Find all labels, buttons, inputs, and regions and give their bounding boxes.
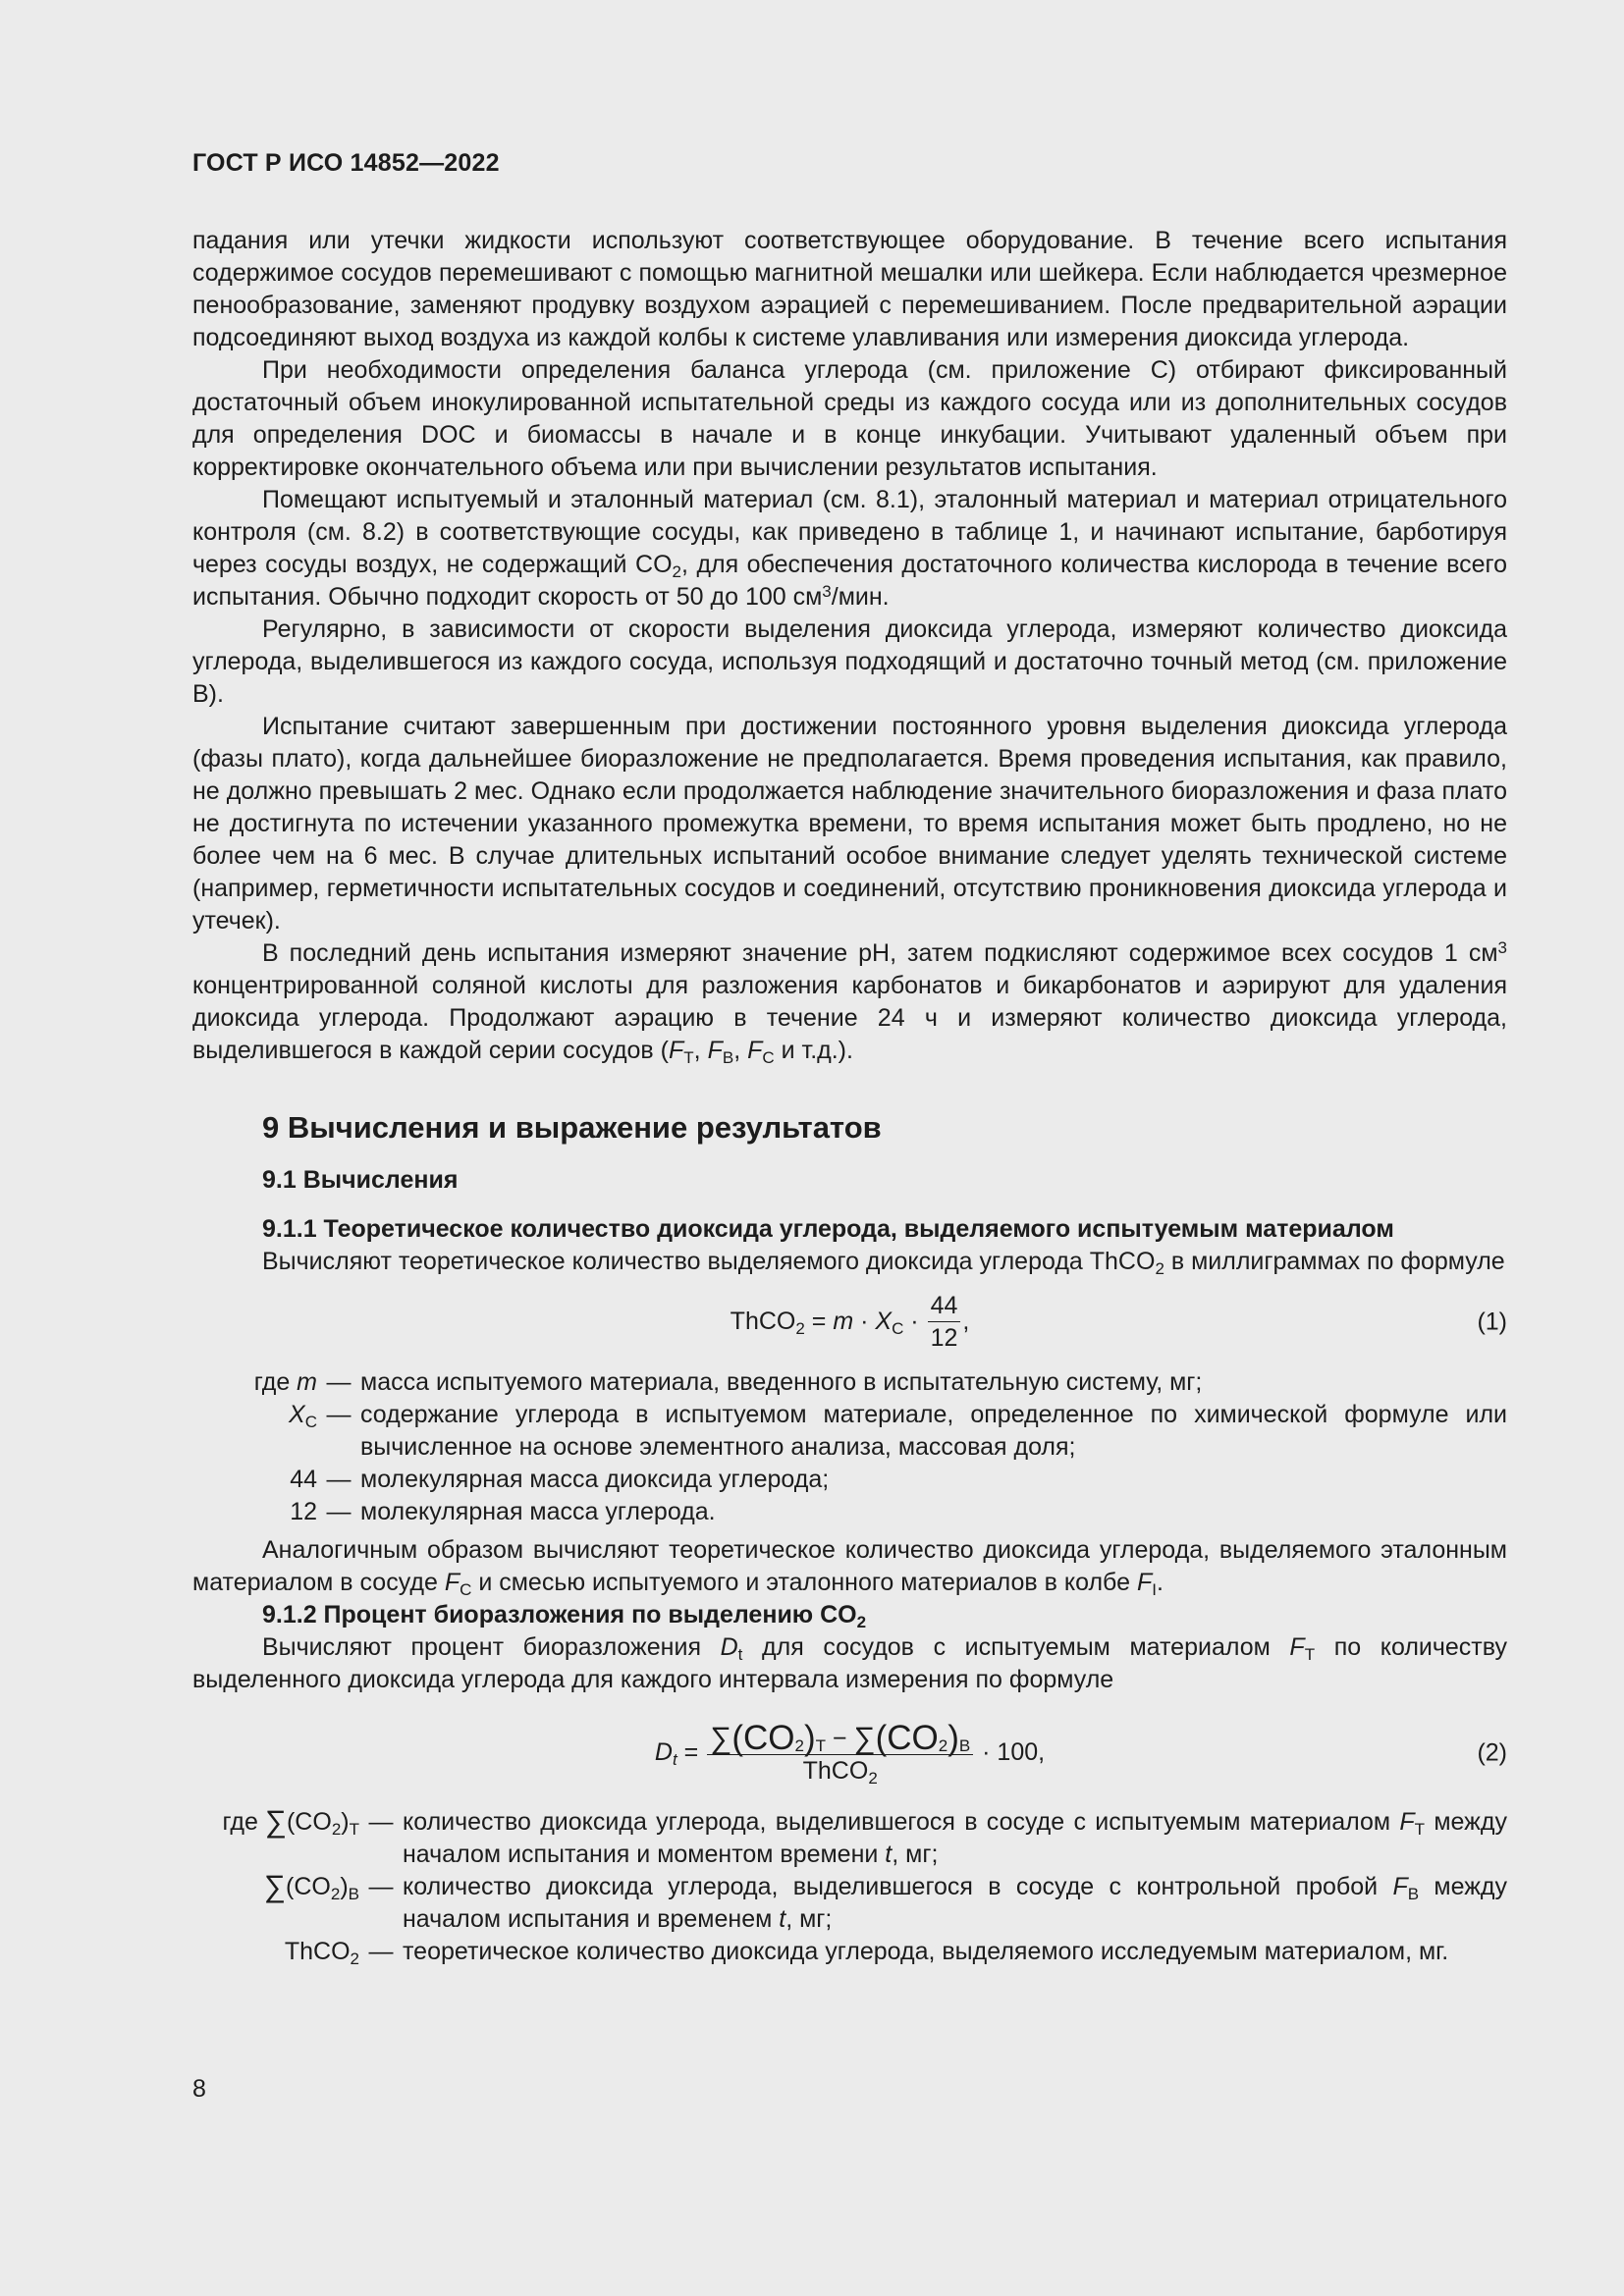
paragraph: Вычисляют процент биоразложения $D_t$ для сосудов с испытуемым материалом $F_T$ по количеству выделенного диоксида углерода для каждого интервала измерения по формуле [192, 1633, 1507, 1693]
paragraph: Регулярно, в зависимости от скорости выделения диоксида углерода, измеряют количество диоксида углерода, выделившегося из каждого сосуда, используя подходящий и достаточно точный метод (см. приложение В). [192, 615, 1507, 708]
paragraph: Вычисляют теоретическое количество выделяемого диоксида углерода ThCO$_2$ в миллиграммах по формуле [262, 1248, 1505, 1279]
paragraph: падания или утечки жидкости используют соответствующее оборудование. В течение всего испытания содержимое сосудов перемешивают с помощью магнитной мешалки или шейкера. Если наблюдается чрезмерное пенообразование, заменяют продувку воздухом аэрацией с перемешиванием. После предварительной аэрации подсоединяют выход воздуха из каждой колбы к системе улавливания или измерения диоксида углерода. [192, 227, 1507, 351]
definition-item: ThCO$_2$ — теоретическое количество диоксида углерода, выделяемого исследуемым материалом, мг. [284, 1938, 1449, 1969]
clause-heading: 9.1.1 Теоретическое количество диоксида углерода, выделяемого испытуемым материалом [262, 1215, 1394, 1243]
definition-item: где $\sum(CO_2)_T$ — количество диоксида углерода, выделившегося в сосуде с испытуемым материалом $F_T$ между началом испытания и моментом времени t, мг; [222, 1804, 1507, 1868]
definition-item: 12 — молекулярная масса углерода. [290, 1498, 716, 1525]
paragraph: Аналогичным образом вычисляют теоретическое количество диоксида углерода, выделяемого эталонным материалом в сосуде $F_C$ и смесью испытуемого и эталонного материалов в колбе $F_I$. [192, 1536, 1507, 1600]
formula-number: (1) [1477, 1308, 1507, 1336]
definition-item: 44 — молекулярная масса диоксида углерода; [290, 1466, 830, 1493]
section-heading: 9 Вычисления и выражение результатов [262, 1110, 882, 1145]
paragraph: Помещают испытуемый и эталонный материал (см. 8.1), эталонный материал и материал отрицательного контроля (см. 8.2) в соответствующие сосуды, как приведено в таблице 1, и начинают испытание, барботируя через сосуды воздух, не содержащий $CO_2$, для обеспечения достаточного количества кислорода в течение всего испытания. Обычно подходит скорость от 50 до 100 $см^3$/мин. [192, 486, 1507, 611]
page-content [192, 225, 1507, 1968]
page-number: 8 [192, 2075, 206, 2103]
definitions-list [192, 1806, 1507, 1968]
fraction: $\frac{\sum(CO_2)_T - \sum(CO_2)_B}{ThCO_2}$ [707, 1720, 973, 1788]
fraction: $\frac{44}{12}$ [928, 1291, 961, 1355]
formula-1 [192, 1284, 1507, 1361]
definition-item: где m — масса испытуемого материала, введенного в испытательную систему, мг; [253, 1368, 1203, 1396]
definition-item: $\sum(CO_2)_B$ — количество диоксида углерода, выделившегося в сосуде с контрольной пробой $F_B$ между началом испытания и временем t, мг; [263, 1869, 1507, 1933]
paragraph: Испытание считают завершенным при достижении постоянного уровня выделения диоксида углерода (фазы плато), когда дальнейшее биоразложение не предполагается. Время проведения испытания, как правило, не должно превышать 2 мес. Однако если продолжается наблюдение значительного биоразложения и фаза плато не достигнута по истечении указанного промежутка времени, то время испытания может быть продлено, но не более чем на 6 мес. В случае длительных испытаний особое внимание следует уделять технической системе (например, герметичности испытательных сосудов и соединений, отсутствию проникновения диоксида углерода и утечек). [192, 713, 1507, 934]
subsection-heading: 9.1 Вычисления [262, 1166, 459, 1194]
document-header: ГОСТ Р ИСО 14852—2022 [192, 149, 500, 177]
formula-number: (2) [1477, 1738, 1507, 1767]
definitions-list [192, 1366, 1507, 1528]
paragraph: В последний день испытания измеряют значение pH, затем подкисляют содержимое всех сосудов 1 $см^3$ концентрированной соляной кислоты для разложения карбонатов и бикарбонатов и аэрируют для удаления диоксида углерода. Продолжают аэрацию в течение 24 ч и измеряют количество диоксида углерода, выделившегося в каждой серии сосудов ($F_T$, $F_B$, $F_C$ и т.д.). [192, 937, 1507, 1068]
clause-heading: 9.1.2 Процент биоразложения по выделению $CO_2$ [262, 1601, 867, 1632]
paragraph: При необходимости определения баланса углерода (см. приложение С) отбирают фиксированный достаточный объем инокулированной испытательной среды из каждого сосуда или из дополнительных сосудов для определения DOC и биомассы в начале и в конце инкубации. Учитывают удаленный объем при корректировке окончательного объема или при вычислении результатов испытания. [192, 356, 1507, 481]
formula-body: ThCO$_2$ = $m \cdot X_C$ · $\frac{44}{12}$ , [731, 1291, 970, 1355]
definition-item: $X_C$ — содержание углерода в испытуемом материале, определенное по химической формуле или вычисленное на основе элементного анализа, массовая доля; [289, 1401, 1507, 1461]
formula-2 [192, 1706, 1507, 1800]
formula-body: $D_t$ = $\frac{\sum(CO_2)_T - \sum(CO_2)_B}{ThCO_2}$ · 100, [654, 1718, 1046, 1788]
